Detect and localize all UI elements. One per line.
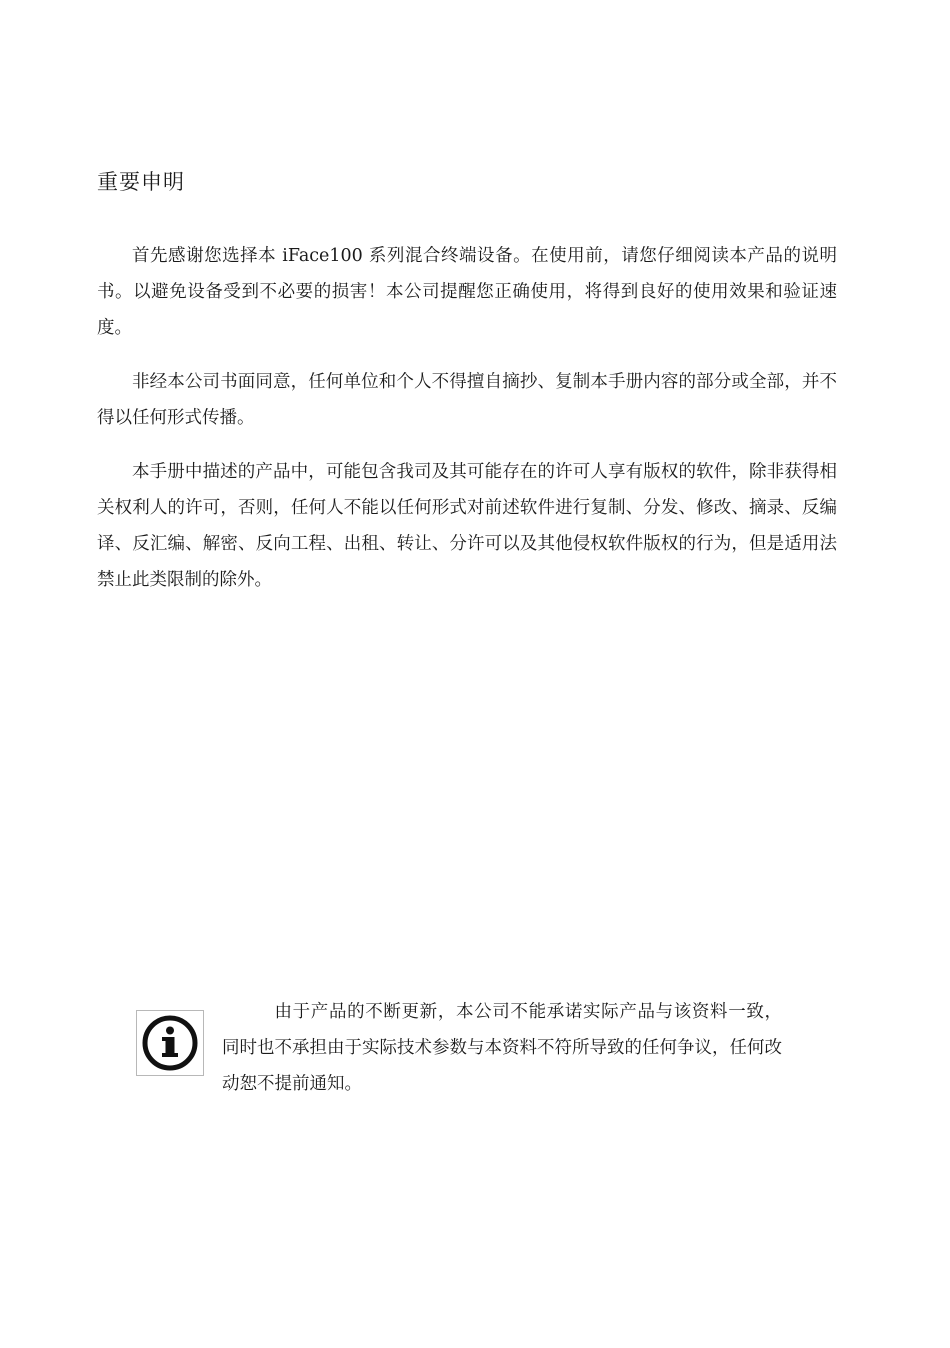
page-title: 重要申明 (97, 170, 185, 194)
paragraph-copy-restriction: 非经本公司书面同意，任何单位和个人不得擅自摘抄、复制本手册内容的部分或全部，并不得以任何形式传播。 (97, 372, 837, 428)
paragraph-software-copyright: 本手册中描述的产品中，可能包含我司及其可能存在的许可人享有版权的软件，除非获得相关权利人的许可，否则，任何人不能以任何形式对前述软件进行复制、分发、修改、摘录、反编译、反汇编、解密、反向工程、出租、转让、分许可以及其他侵权软件版权的行为，但是适用法禁止此类限制的除外。 (97, 462, 837, 590)
notice-text: 由于产品的不断更新，本公司不能承诺实际产品与该资料一致， 同时也不承担由于实际技术参数与本资料不符所导致的任何争议，任何改动恕不提前通知。 (222, 1002, 782, 1094)
info-icon (136, 1010, 204, 1076)
paragraph-intro: 首先感谢您选择本 iFace100 系列混合终端设备。在使用前，请您仔细阅读本产品的说明书。以避免设备受到不必要的损害！本公司提醒您正确使用，将得到良好的使用效果和验证速度。 (97, 246, 837, 338)
notice-box (136, 994, 786, 1104)
